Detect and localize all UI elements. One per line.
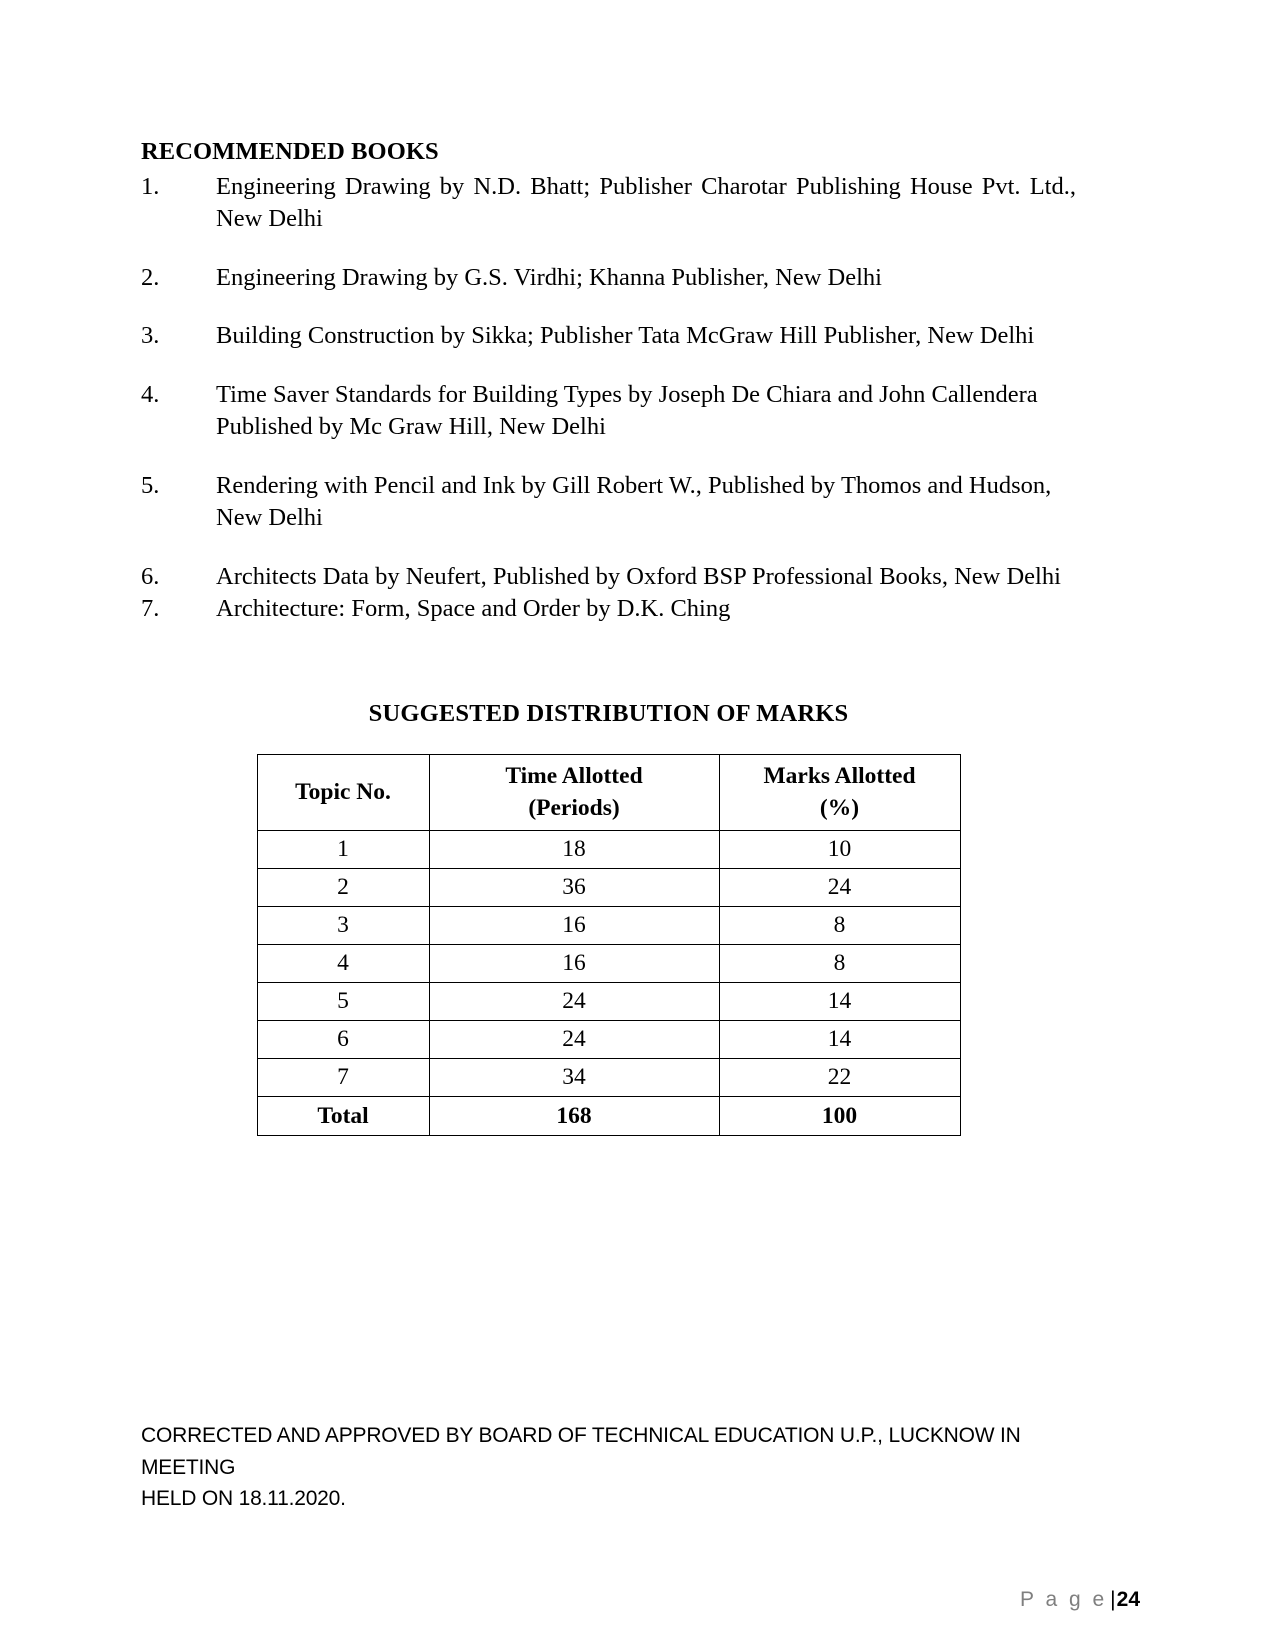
cell-topic: 4 — [257, 945, 429, 983]
list-item — [141, 470, 1076, 534]
list-item-number: 3. — [141, 322, 160, 350]
list-item-number: 6. — [141, 562, 160, 590]
cell-time: 36 — [429, 869, 719, 907]
cell-total-marks: 100 — [719, 1097, 960, 1136]
cell-total-time: 168 — [429, 1097, 719, 1136]
column-header-time-allotted-line2: (Periods) — [528, 795, 620, 822]
cell-time: 24 — [429, 983, 719, 1021]
cell-time: 24 — [429, 1021, 719, 1059]
cell-marks: 8 — [719, 907, 960, 945]
cell-topic: 1 — [257, 831, 429, 869]
cell-time: 16 — [429, 907, 719, 945]
cell-marks: 14 — [719, 1021, 960, 1059]
column-header-topic-no — [257, 755, 429, 831]
list-item-text: Rendering with Pencil and Ink by Gill Robert W., Published by Thomos and Hudson, New Delhi — [216, 471, 1052, 531]
list-item-number: 4. — [141, 381, 160, 409]
column-header-marks-allotted-line2: (%) — [819, 795, 860, 822]
cell-topic: 5 — [257, 983, 429, 1021]
column-header-time-allotted — [429, 755, 719, 831]
page-content — [141, 138, 1076, 1136]
list-item-text: Building Construction by Sikka; Publisher Tata McGraw Hill Publisher, New Delhi — [216, 322, 1035, 350]
list-item-number: 7. — [141, 594, 160, 622]
table-row-total — [257, 1097, 960, 1136]
marks-distribution-table — [257, 754, 961, 1136]
table-body — [257, 831, 960, 1136]
marks-table-wrapper — [141, 754, 1076, 1136]
cell-topic: 7 — [257, 1059, 429, 1097]
cell-time: 18 — [429, 831, 719, 869]
column-header-time-allotted-line1: Time Allotted — [505, 762, 643, 789]
list-item-text: Architects Data by Neufert, Published by Oxford BSP Professional Books, New Delhi — [216, 562, 1061, 590]
list-item-text: Engineering Drawing by N.D. Bhatt; Publisher Charotar Publishing House Pvt. Ltd., New Delhi — [216, 172, 1076, 232]
cell-topic: 2 — [257, 869, 429, 907]
cell-marks: 24 — [719, 869, 960, 907]
column-header-marks-allotted — [719, 755, 960, 831]
cell-marks: 8 — [719, 945, 960, 983]
page-label: P a g e — [1020, 1588, 1108, 1611]
column-header-marks-allotted-line1: Marks Allotted — [763, 762, 916, 789]
table-header — [257, 755, 960, 831]
list-item — [141, 561, 1076, 593]
list-item — [141, 593, 1076, 625]
list-item-text: Time Saver Standards for Building Types by Joseph De Chiara and John Callendera Published by Mc Graw Hill, New Delhi — [216, 381, 1038, 441]
marks-table-title: SUGGESTED DISTRIBUTION OF MARKS — [368, 700, 849, 728]
table-row — [257, 1059, 960, 1097]
table-row — [257, 945, 960, 983]
approval-note — [141, 1420, 1091, 1515]
table-row — [257, 983, 960, 1021]
cell-topic: 6 — [257, 1021, 429, 1059]
column-header-topic-no-line1: Topic No. — [295, 779, 391, 806]
cell-marks: 14 — [719, 983, 960, 1021]
list-item-number: 2. — [141, 263, 160, 291]
table-header-row — [257, 755, 960, 831]
cell-marks: 10 — [719, 831, 960, 869]
cell-time: 34 — [429, 1059, 719, 1097]
table-row — [257, 869, 960, 907]
list-item-text: Engineering Drawing by G.S. Virdhi; Khanna Publisher, New Delhi — [216, 263, 882, 291]
page-separator: | — [1110, 1588, 1116, 1611]
list-item — [141, 379, 1076, 443]
recommended-books-list — [141, 171, 1076, 624]
cell-total-label: Total — [257, 1097, 429, 1136]
cell-time: 16 — [429, 945, 719, 983]
list-item — [141, 262, 1076, 294]
table-row — [257, 1021, 960, 1059]
list-item-number: 1. — [141, 172, 160, 200]
list-item-number: 5. — [141, 471, 160, 499]
table-row — [257, 907, 960, 945]
cell-topic: 3 — [257, 907, 429, 945]
cell-marks: 22 — [719, 1059, 960, 1097]
list-item — [141, 171, 1076, 235]
list-item — [141, 320, 1076, 352]
page-number-value: 24 — [1116, 1588, 1140, 1611]
page-number-footer — [1020, 1588, 1140, 1612]
list-item-text: Architecture: Form, Space and Order by D.K. Ching — [216, 594, 731, 622]
table-row — [257, 831, 960, 869]
page-title: RECOMMENDED BOOKS — [141, 138, 439, 165]
approval-note-line2: HELD ON 18.11.2020. — [141, 1487, 346, 1510]
approval-note-line1: CORRECTED AND APPROVED BY BOARD OF TECHNICAL EDUCATION U.P., LUCKNOW IN MEETING — [141, 1424, 1021, 1479]
